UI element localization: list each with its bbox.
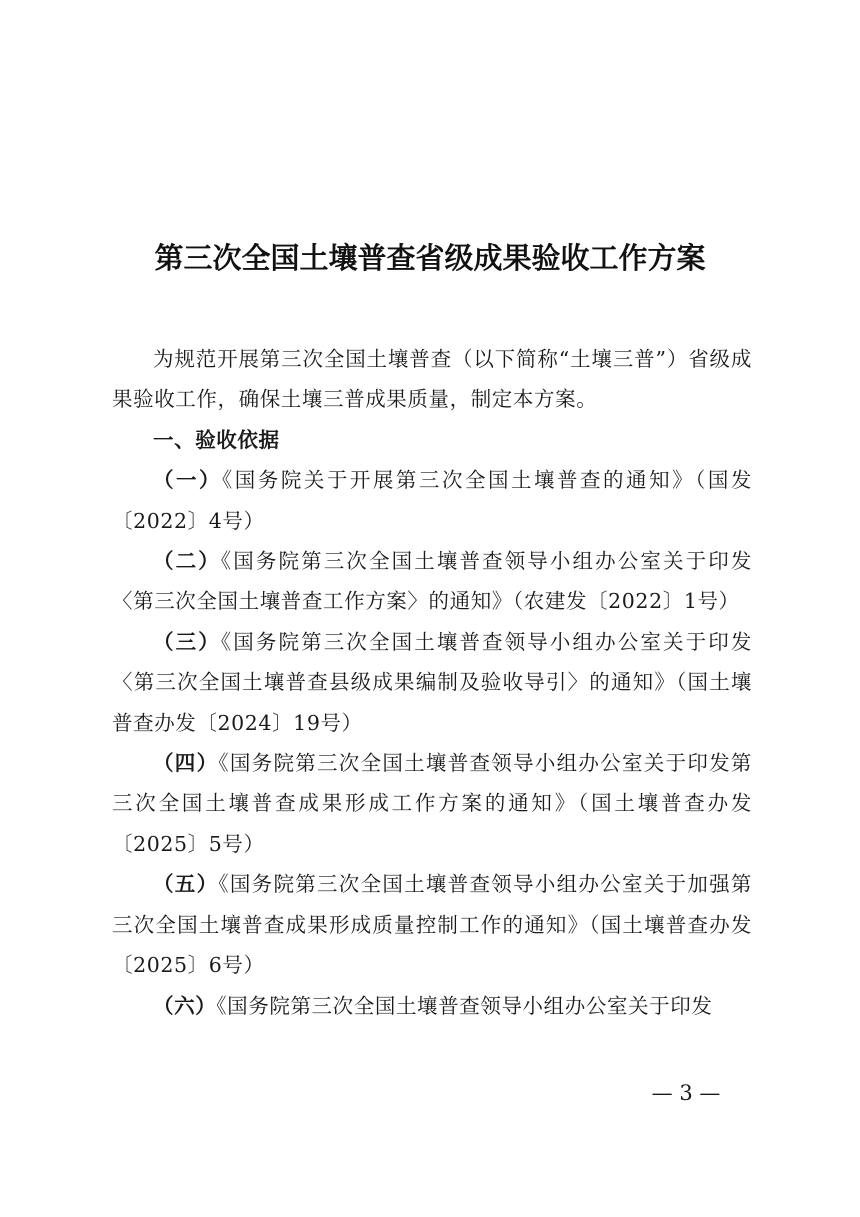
item-number: （五） — [153, 872, 219, 897]
intro-paragraph: 为规范开展第三次全国土壤普查（以下简称“土壤三普”）省级成果验收工作，确保土壤三普成果质量，制定本方案。 — [112, 347, 752, 412]
item-text: 《国务院关于开展第三次全国土壤普查的通知》（国发〔2022〕4号） — [112, 468, 752, 533]
item-text: 《国务院第三次全国土壤普查领导小组办公室关于加强第三次全国土壤普查成果形成质量控制工作的通知》（国土壤普查办发〔2025〕6号） — [112, 872, 752, 978]
basis-item-2 — [112, 541, 752, 622]
item-number: （六） — [153, 993, 217, 1018]
document-body — [112, 339, 752, 1026]
item-number: （二） — [153, 549, 221, 574]
basis-item-1 — [112, 460, 752, 541]
basis-item-6 — [112, 986, 752, 1026]
item-number: （一） — [153, 468, 223, 493]
document-title: 第三次全国土壤普查省级成果验收工作方案 — [154, 241, 706, 275]
basis-item-4 — [112, 743, 752, 864]
section-heading-basis: 一、验收依据 — [153, 427, 280, 452]
item-text: 《国务院第三次全国土壤普查领导小组办公室关于印发 — [216, 993, 713, 1018]
item-number: （四） — [153, 751, 219, 776]
item-text: 《国务院第三次全国土壤普查领导小组办公室关于印发〈第三次全国土壤普查工作方案〉的通知》（农建发〔2022〕1号） — [112, 549, 752, 614]
page-number: — 3 — — [651, 1081, 721, 1105]
basis-item-3 — [112, 622, 752, 743]
item-text: 《国务院第三次全国土壤普查领导小组办公室关于印发〈第三次全国土壤普查县级成果编制及验收导引〉的通知》（国土壤普查办发〔2024〕19号） — [112, 629, 752, 735]
basis-item-5 — [112, 864, 752, 985]
item-number: （三） — [153, 629, 221, 654]
item-text: 《国务院第三次全国土壤普查领导小组办公室关于印发第三次全国土壤普查成果形成工作方案的通知》（国土壤普查办发〔2025〕5号） — [112, 751, 752, 856]
